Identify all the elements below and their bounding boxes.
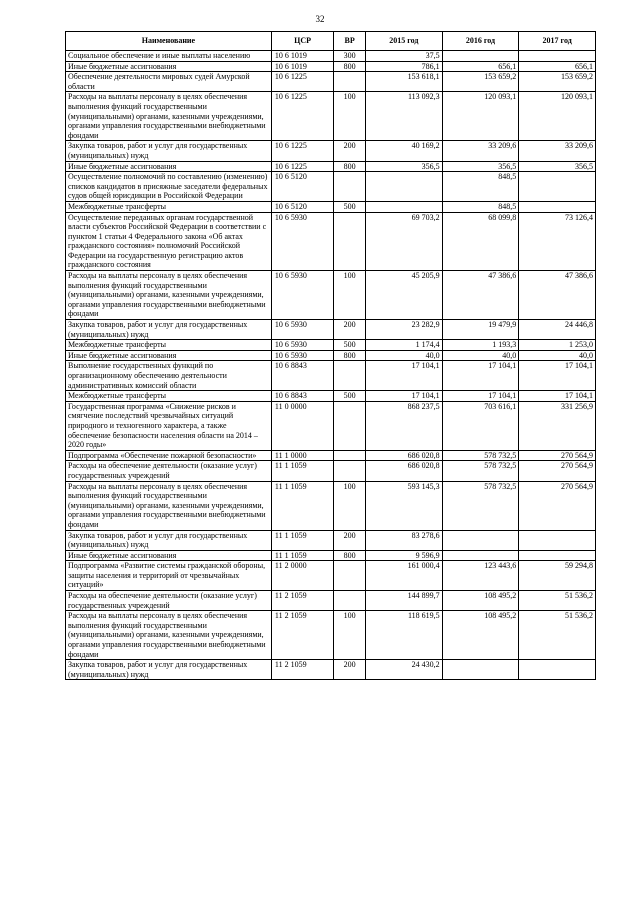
row-value-2017: 24 446,8	[519, 320, 596, 340]
table-row	[66, 450, 596, 461]
header-2016: 2016 год	[442, 32, 519, 51]
row-name: Социальное обеспечение и иные выплаты населению	[66, 51, 272, 62]
row-value-2015: 83 278,6	[366, 530, 443, 550]
row-csr: 11 0 0000	[271, 401, 333, 450]
row-value-2015: 144 899,7	[366, 591, 443, 611]
table-row	[66, 161, 596, 172]
row-value-2017: 17 104,1	[519, 391, 596, 402]
row-value-2017: 356,5	[519, 161, 596, 172]
table-row	[66, 201, 596, 212]
row-name: Закупка товаров, работ и услуг для государственных (муниципальных) нужд	[66, 320, 272, 340]
row-value-2015: 113 092,3	[366, 92, 443, 141]
row-name: Подпрограмма «Развитие системы гражданской обороны, защиты населения и территорий от чрезвычайных ситуаций»	[66, 561, 272, 591]
row-name: Закупка товаров, работ и услуг для государственных (муниципальных) нужд	[66, 141, 272, 161]
row-name: Иные бюджетные ассигнования	[66, 350, 272, 361]
row-value-2017: 51 536,2	[519, 591, 596, 611]
row-vr: 100	[334, 481, 366, 530]
row-vr: 500	[334, 340, 366, 351]
row-value-2016: 848,5	[442, 201, 519, 212]
table-row	[66, 92, 596, 141]
row-name: Расходы на выплаты персоналу в целях обеспечения выполнения функций государственными (муниципальными) органами, казенными учреждениями, органами управления государственными внебюджетными фондами	[66, 271, 272, 320]
row-value-2016	[442, 660, 519, 680]
table-row	[66, 550, 596, 561]
row-value-2017: 331 256,9	[519, 401, 596, 450]
row-vr	[334, 450, 366, 461]
row-csr: 11 1 1059	[271, 461, 333, 481]
row-name: Расходы на обеспечение деятельности (оказание услуг) государственных учреждений	[66, 591, 272, 611]
row-csr: 10 6 1019	[271, 51, 333, 62]
row-vr: 200	[334, 530, 366, 550]
row-name: Межбюджетные трансферты	[66, 391, 272, 402]
row-value-2015: 118 619,5	[366, 611, 443, 660]
row-value-2017: 270 564,9	[519, 450, 596, 461]
row-value-2017: 73 126,4	[519, 212, 596, 271]
header-vr: ВР	[334, 32, 366, 51]
row-value-2016: 578 732,5	[442, 450, 519, 461]
row-csr: 11 1 0000	[271, 450, 333, 461]
table-row	[66, 591, 596, 611]
row-value-2017	[519, 51, 596, 62]
row-vr	[334, 561, 366, 591]
row-value-2016: 68 099,8	[442, 212, 519, 271]
row-value-2015: 161 000,4	[366, 561, 443, 591]
row-csr: 10 6 1225	[271, 72, 333, 92]
row-name: Обеспечение деятельности мировых судей Амурской области	[66, 72, 272, 92]
row-value-2017: 33 209,6	[519, 141, 596, 161]
row-csr: 10 6 1225	[271, 92, 333, 141]
row-name: Осуществление переданных органам государственной власти субъектов Российской Федерации в соответствии с пунктом 1 статьи 4 Федерального закона «Об актах гражданского состояния» полномочий Российской Федерации на государственную регистрацию актов гражданского состояния	[66, 212, 272, 271]
table-row	[66, 391, 596, 402]
table-body	[66, 51, 596, 680]
row-vr	[334, 461, 366, 481]
row-vr	[334, 172, 366, 202]
row-value-2017: 47 386,6	[519, 271, 596, 320]
row-value-2017: 40,0	[519, 350, 596, 361]
header-name: Наименование	[66, 32, 272, 51]
row-value-2015: 153 618,1	[366, 72, 443, 92]
row-value-2016: 19 479,9	[442, 320, 519, 340]
row-csr: 10 6 5930	[271, 271, 333, 320]
row-value-2016	[442, 530, 519, 550]
row-name: Иные бюджетные ассигнования	[66, 161, 272, 172]
row-value-2017	[519, 201, 596, 212]
row-value-2016: 40,0	[442, 350, 519, 361]
row-value-2015: 40 169,2	[366, 141, 443, 161]
row-csr: 11 1 1059	[271, 530, 333, 550]
row-vr: 500	[334, 391, 366, 402]
row-name: Подпрограмма «Обеспечение пожарной безопасности»	[66, 450, 272, 461]
row-value-2015	[366, 172, 443, 202]
row-value-2015: 69 703,2	[366, 212, 443, 271]
row-csr: 11 1 1059	[271, 481, 333, 530]
table-row	[66, 72, 596, 92]
row-value-2017	[519, 660, 596, 680]
row-value-2015: 686 020,8	[366, 450, 443, 461]
row-vr: 300	[334, 51, 366, 62]
row-value-2015: 868 237,5	[366, 401, 443, 450]
table-row	[66, 340, 596, 351]
row-csr: 10 6 5120	[271, 201, 333, 212]
row-value-2015: 45 205,9	[366, 271, 443, 320]
row-value-2015: 37,5	[366, 51, 443, 62]
row-csr: 10 6 1225	[271, 161, 333, 172]
row-value-2016	[442, 51, 519, 62]
row-csr: 11 2 1059	[271, 591, 333, 611]
row-name: Закупка товаров, работ и услуг для государственных (муниципальных) нужд	[66, 660, 272, 680]
row-vr	[334, 361, 366, 391]
row-csr: 10 6 5930	[271, 212, 333, 271]
row-vr	[334, 591, 366, 611]
row-value-2017: 51 536,2	[519, 611, 596, 660]
row-name: Расходы на обеспечение деятельности (оказание услуг) государственных учреждений	[66, 461, 272, 481]
row-value-2016: 656,1	[442, 61, 519, 72]
row-value-2015: 593 145,3	[366, 481, 443, 530]
row-value-2017: 153 659,2	[519, 72, 596, 92]
header-csr: ЦСР	[271, 32, 333, 51]
row-value-2017: 17 104,1	[519, 361, 596, 391]
row-value-2017: 270 564,9	[519, 481, 596, 530]
row-value-2015: 786,1	[366, 61, 443, 72]
row-csr: 11 2 0000	[271, 561, 333, 591]
row-name: Иные бюджетные ассигнования	[66, 550, 272, 561]
row-value-2015: 17 104,1	[366, 361, 443, 391]
row-value-2015: 24 430,2	[366, 660, 443, 680]
row-vr	[334, 401, 366, 450]
row-vr: 800	[334, 61, 366, 72]
row-value-2015: 17 104,1	[366, 391, 443, 402]
row-value-2016: 703 616,1	[442, 401, 519, 450]
row-value-2017: 1 253,0	[519, 340, 596, 351]
row-value-2016: 356,5	[442, 161, 519, 172]
row-value-2017: 656,1	[519, 61, 596, 72]
row-value-2016: 578 732,5	[442, 481, 519, 530]
table-row	[66, 350, 596, 361]
row-value-2015: 23 282,9	[366, 320, 443, 340]
table-row	[66, 660, 596, 680]
row-value-2015: 40,0	[366, 350, 443, 361]
table-row	[66, 172, 596, 202]
row-vr	[334, 212, 366, 271]
row-value-2017	[519, 550, 596, 561]
row-csr: 11 1 1059	[271, 550, 333, 561]
row-value-2016: 153 659,2	[442, 72, 519, 92]
table-row	[66, 461, 596, 481]
row-value-2016: 848,5	[442, 172, 519, 202]
row-vr: 800	[334, 350, 366, 361]
row-value-2016: 17 104,1	[442, 391, 519, 402]
row-vr: 200	[334, 141, 366, 161]
row-value-2016: 123 443,6	[442, 561, 519, 591]
row-name: Расходы на выплаты персоналу в целях обеспечения выполнения функций государственными (муниципальными) органами, казенными учреждениями, органами управления государственными внебюджетными фондами	[66, 481, 272, 530]
row-vr: 200	[334, 320, 366, 340]
row-name: Расходы на выплаты персоналу в целях обеспечения выполнения функций государственными (муниципальными) органами, казенными учреждениями, органами управления государственными внебюджетными фондами	[66, 92, 272, 141]
row-csr: 10 6 8843	[271, 361, 333, 391]
header-2017: 2017 год	[519, 32, 596, 51]
row-value-2017: 59 294,8	[519, 561, 596, 591]
row-value-2017	[519, 172, 596, 202]
row-value-2016	[442, 550, 519, 561]
row-name: Осуществление полномочий по составлению (изменению) списков кандидатов в присяжные заседатели федеральных судов общей юрисдикции в Российской Федерации	[66, 172, 272, 202]
row-csr: 11 2 1059	[271, 660, 333, 680]
row-value-2017	[519, 530, 596, 550]
row-vr: 800	[334, 550, 366, 561]
header-2015: 2015 год	[366, 32, 443, 51]
row-name: Межбюджетные трансферты	[66, 201, 272, 212]
row-name: Расходы на выплаты персоналу в целях обеспечения выполнения функций государственными (муниципальными) органами, казенными учреждениями, органами управления государственными внебюджетными фондами	[66, 611, 272, 660]
row-value-2016: 108 495,2	[442, 611, 519, 660]
row-vr: 800	[334, 161, 366, 172]
row-vr: 100	[334, 271, 366, 320]
row-vr: 100	[334, 611, 366, 660]
row-csr: 10 6 5930	[271, 320, 333, 340]
row-csr: 10 6 5930	[271, 340, 333, 351]
row-vr: 500	[334, 201, 366, 212]
row-value-2017: 270 564,9	[519, 461, 596, 481]
table-row	[66, 51, 596, 62]
table-row	[66, 611, 596, 660]
row-name: Выполнение государственных функций по организационному обеспечению деятельности административных комиссий области	[66, 361, 272, 391]
row-value-2016: 17 104,1	[442, 361, 519, 391]
table-row	[66, 271, 596, 320]
row-csr: 11 2 1059	[271, 611, 333, 660]
table-row	[66, 361, 596, 391]
row-value-2015: 686 020,8	[366, 461, 443, 481]
row-value-2016: 120 093,1	[442, 92, 519, 141]
row-value-2016: 1 193,3	[442, 340, 519, 351]
row-csr: 10 6 5120	[271, 172, 333, 202]
row-value-2016: 47 386,6	[442, 271, 519, 320]
table-row	[66, 530, 596, 550]
table-row	[66, 141, 596, 161]
table-row	[66, 401, 596, 450]
row-csr: 10 6 1019	[271, 61, 333, 72]
row-csr: 10 6 8843	[271, 391, 333, 402]
row-name: Государственная программа «Снижение рисков и смягчение последствий чрезвычайных ситуаций природного и техногенного характера, а также обеспечение безопасности населения области на 2014 – 2020 годы»	[66, 401, 272, 450]
row-value-2015: 9 596,9	[366, 550, 443, 561]
row-value-2016: 33 209,6	[442, 141, 519, 161]
page-number: 32	[315, 14, 325, 24]
row-csr: 10 6 5930	[271, 350, 333, 361]
table-row	[66, 212, 596, 271]
row-vr	[334, 72, 366, 92]
row-vr: 100	[334, 92, 366, 141]
row-value-2015: 356,5	[366, 161, 443, 172]
row-value-2015: 1 174,4	[366, 340, 443, 351]
row-value-2016: 578 732,5	[442, 461, 519, 481]
table-row	[66, 320, 596, 340]
table-row	[66, 481, 596, 530]
table-row	[66, 561, 596, 591]
table-header-row	[66, 32, 596, 51]
row-vr: 200	[334, 660, 366, 680]
row-value-2017: 120 093,1	[519, 92, 596, 141]
row-name: Межбюджетные трансферты	[66, 340, 272, 351]
row-name: Закупка товаров, работ и услуг для государственных (муниципальных) нужд	[66, 530, 272, 550]
row-csr: 10 6 1225	[271, 141, 333, 161]
row-name: Иные бюджетные ассигнования	[66, 61, 272, 72]
budget-table	[65, 31, 596, 680]
table-row	[66, 61, 596, 72]
row-value-2015	[366, 201, 443, 212]
row-value-2016: 108 495,2	[442, 591, 519, 611]
